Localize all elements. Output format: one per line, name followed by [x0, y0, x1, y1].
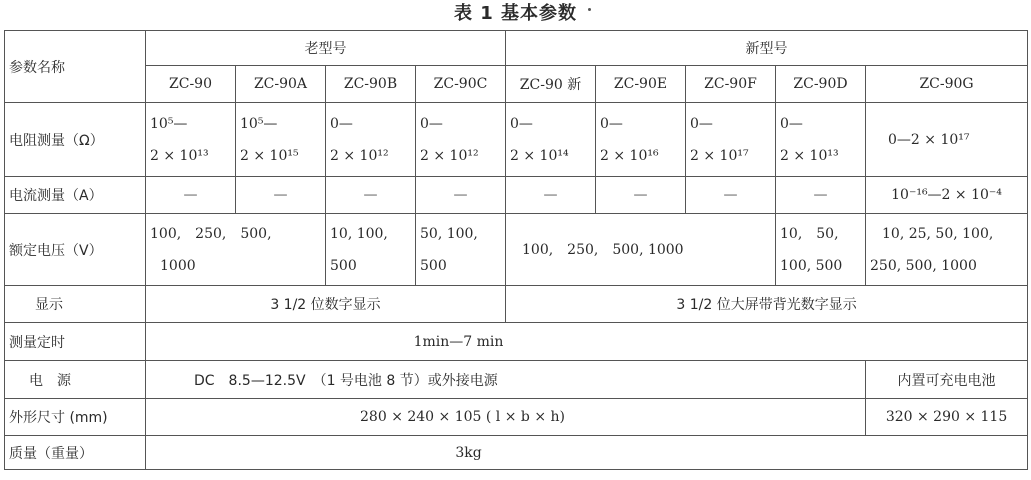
- power-label: 电 源: [5, 361, 146, 399]
- voltage-line: 10, 25, 50, 100,: [882, 225, 994, 242]
- voltage-line: 10, 100,: [330, 225, 388, 242]
- resistance-max: 2 × 10¹⁵: [240, 147, 299, 164]
- new-models-header: 新型号: [506, 31, 1028, 66]
- resistance-cell: [596, 103, 686, 177]
- resistance-max: 2 × 10¹⁶: [600, 147, 659, 164]
- resistance-min: 0—: [690, 115, 713, 132]
- voltage-line: 500: [330, 257, 357, 274]
- voltage-line: 10, 50,: [780, 225, 839, 242]
- current-cell: —: [146, 177, 236, 214]
- parameters-table: [4, 30, 1028, 470]
- voltage-cell: [776, 214, 866, 286]
- resistance-max: 2 × 10¹²: [330, 147, 389, 164]
- resistance-max: 2 × 10¹²: [420, 147, 479, 164]
- model-zc90a: ZC-90A: [236, 66, 326, 103]
- model-zc90b: ZC-90B: [326, 66, 416, 103]
- resistance-min: 0—: [510, 115, 533, 132]
- voltage-row: [5, 214, 1028, 286]
- power-g-value: 内置可充电电池: [866, 361, 1028, 399]
- weight-value: 3kg: [146, 436, 1028, 470]
- model-zc90: ZC-90: [146, 66, 236, 103]
- model-zc90e: ZC-90E: [596, 66, 686, 103]
- voltage-cell: [866, 214, 1028, 286]
- voltage-line: 1000: [160, 257, 196, 274]
- display-new-value: 3 1/2 位大屏带背光数字显示: [506, 286, 1028, 323]
- display-row: [5, 286, 1028, 323]
- current-cell: —: [236, 177, 326, 214]
- resistance-min: 0—: [420, 115, 443, 132]
- resistance-label: 电阻测量（Ω）: [5, 103, 146, 177]
- resistance-max: 2 × 10¹⁷: [690, 147, 749, 164]
- voltage-line: 100, 500: [780, 257, 843, 274]
- timer-label: 测量定时: [5, 323, 146, 361]
- voltage-line: 500: [420, 257, 447, 274]
- resistance-min: 0—: [330, 115, 353, 132]
- resistance-row: [5, 103, 1028, 177]
- resistance-max: 2 × 10¹³: [150, 147, 209, 164]
- timer-value: 1min—7 min: [146, 323, 1028, 361]
- voltage-cell: [146, 214, 326, 286]
- current-label: 电流测量（A）: [5, 177, 146, 214]
- current-cell: —: [596, 177, 686, 214]
- current-cell: —: [776, 177, 866, 214]
- current-cell: —: [686, 177, 776, 214]
- table-title: 表 1 基本参数: [453, 3, 578, 24]
- resistance-cell: [686, 103, 776, 177]
- power-row: [5, 361, 1028, 399]
- timer-row: [5, 323, 1028, 361]
- resistance-cell: [146, 103, 236, 177]
- resistance-cell: [326, 103, 416, 177]
- voltage-line: 100, 250, 500,: [150, 225, 272, 242]
- size-label: 外形尺寸 (mm): [5, 399, 146, 436]
- display-label: 显示: [5, 286, 146, 323]
- voltage-line: 250, 500, 1000: [870, 257, 977, 274]
- header-row-models: [5, 66, 1028, 103]
- resistance-cell: [866, 103, 1028, 177]
- header-row-groups: [5, 31, 1028, 66]
- model-zc90f: ZC-90F: [686, 66, 776, 103]
- current-row: [5, 177, 1028, 214]
- resistance-min: 0—: [780, 115, 803, 132]
- resistance-cell: [236, 103, 326, 177]
- resistance-cell: [506, 103, 596, 177]
- model-zc90g: ZC-90G: [866, 66, 1028, 103]
- weight-label: 质量（重量）: [5, 436, 146, 470]
- voltage-cell: [326, 214, 416, 286]
- voltage-line: 50, 100,: [420, 225, 478, 242]
- scan-dot: [588, 8, 591, 11]
- resistance-min: 10⁵—: [240, 115, 278, 132]
- voltage-cell: [506, 214, 776, 286]
- resistance-max: 2 × 10¹³: [780, 147, 839, 164]
- current-cell: —: [326, 177, 416, 214]
- size-g-value: 320 × 290 × 115: [866, 399, 1028, 436]
- resistance-min: 10⁵—: [150, 115, 188, 132]
- size-row: [5, 399, 1028, 436]
- resistance-cell: [776, 103, 866, 177]
- size-value: 280 × 240 × 105 ( l × b × h): [146, 399, 866, 436]
- resistance-min: 0—: [600, 115, 623, 132]
- resistance-cell: [416, 103, 506, 177]
- voltage-line: 100, 250, 500, 1000: [522, 241, 684, 258]
- model-zc90-new: ZC-90 新: [506, 66, 596, 103]
- display-old-value: 3 1/2 位数字显示: [146, 286, 506, 323]
- voltage-cell: [416, 214, 506, 286]
- model-zc90d: ZC-90D: [776, 66, 866, 103]
- voltage-label: 额定电压（V）: [5, 214, 146, 286]
- resistance-range: 0—2 × 10¹⁷: [888, 131, 970, 148]
- current-cell: —: [506, 177, 596, 214]
- param-name-header: 参数名称: [5, 31, 146, 103]
- power-value: DC 8.5—12.5V （1 号电池 8 节）或外接电源: [146, 361, 866, 399]
- model-zc90c: ZC-90C: [416, 66, 506, 103]
- current-cell: 10⁻¹⁶—2 × 10⁻⁴: [866, 177, 1028, 214]
- weight-row: [5, 436, 1028, 470]
- current-cell: —: [416, 177, 506, 214]
- old-models-header: 老型号: [146, 31, 506, 66]
- resistance-max: 2 × 10¹⁴: [510, 147, 569, 164]
